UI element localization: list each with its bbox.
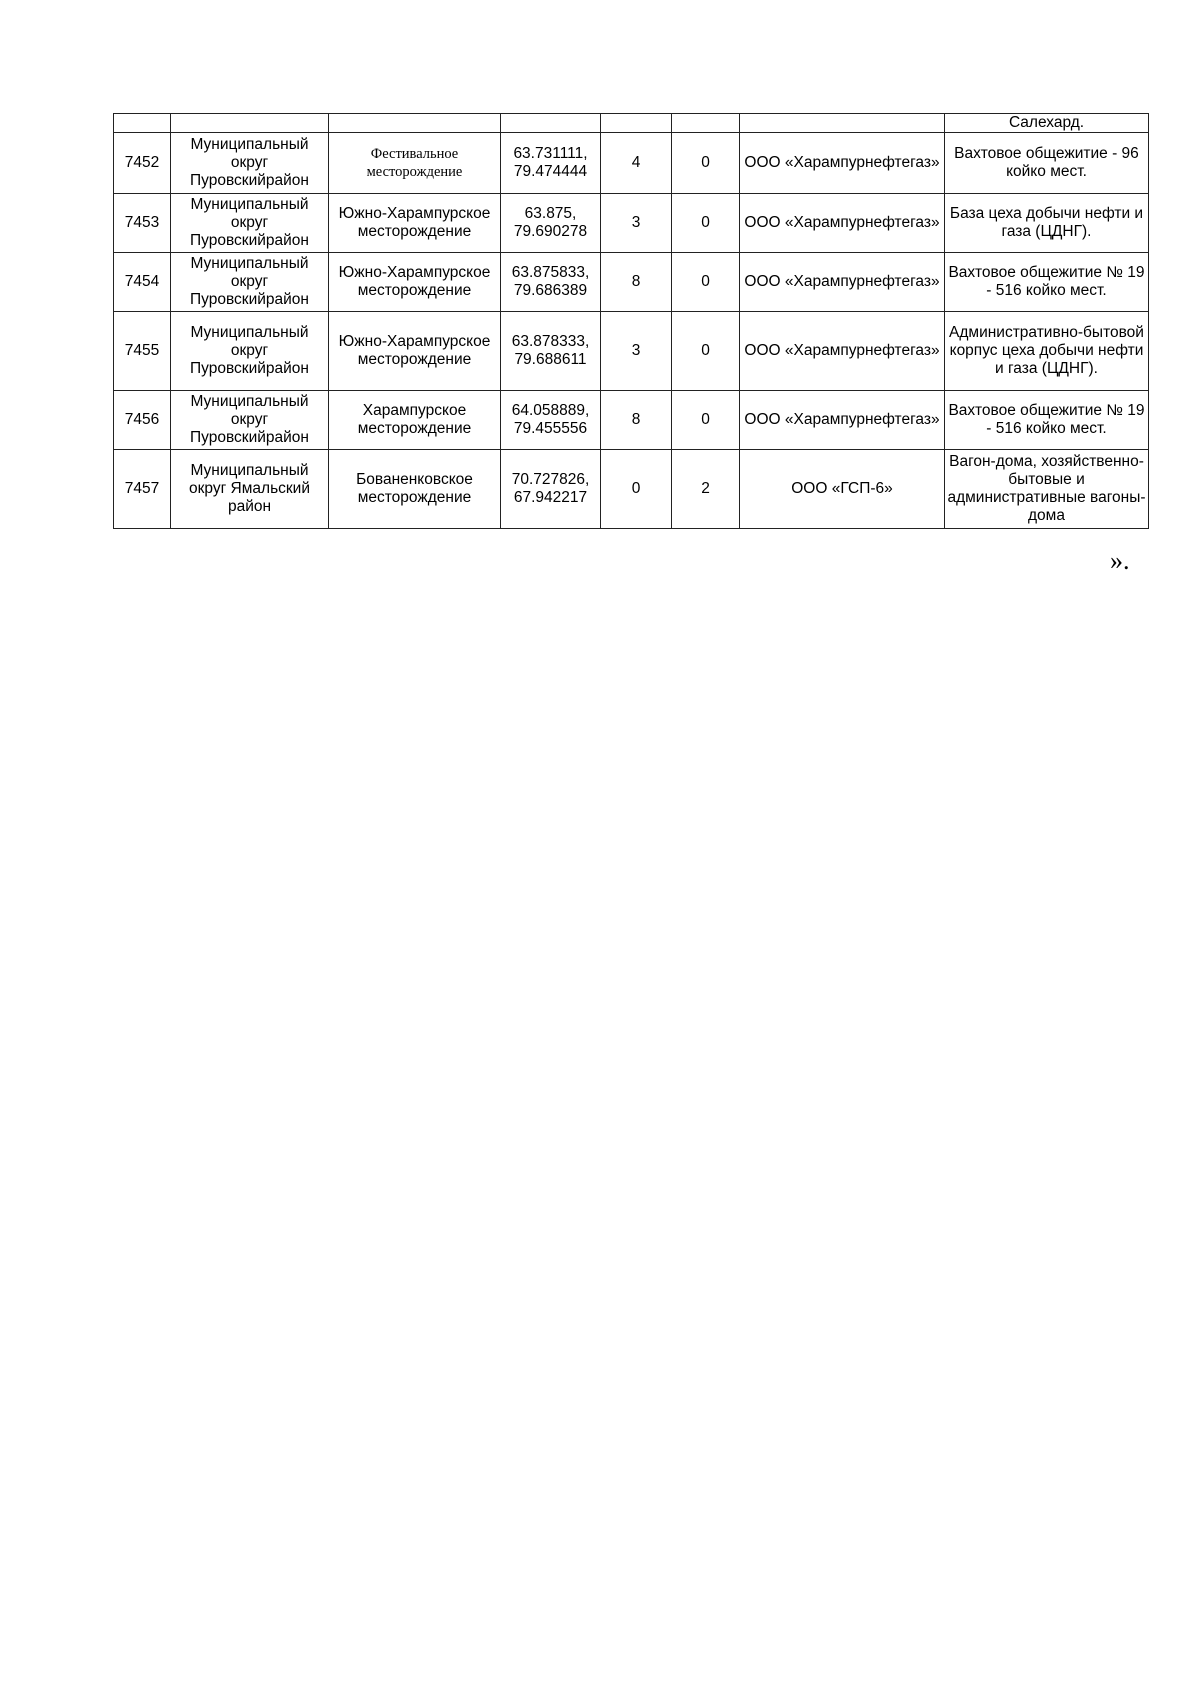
continuation-cell <box>501 114 601 133</box>
row-number-cell: 7454 <box>114 253 171 312</box>
continuation-cell <box>672 114 740 133</box>
continuation-cell <box>114 114 171 133</box>
organization-cell: ООО «ГСП-6» <box>740 450 945 529</box>
coordinates-cell: 70.727826, 67.942217 <box>501 450 601 529</box>
description-cell: Вахтовое общежитие № 19 - 516 койко мест. <box>945 253 1149 312</box>
coordinates-cell: 64.058889, 79.455556 <box>501 391 601 450</box>
location-cell: Харампурское месторождение <box>329 391 501 450</box>
organization-cell: ООО «Харампурнефтегаз» <box>740 194 945 253</box>
continuation-cell <box>171 114 329 133</box>
coordinates-cell: 63.878333, 79.688611 <box>501 312 601 391</box>
table-row <box>114 194 1149 253</box>
count-b-cell: 0 <box>672 253 740 312</box>
municipality-cell: Муниципальный округ Пуровскийрайон <box>171 194 329 253</box>
count-a-cell: 8 <box>601 391 672 450</box>
municipality-cell: Муниципальный округ Ямальский район <box>171 450 329 529</box>
location-cell: Бованенковское месторождение <box>329 450 501 529</box>
coordinates-cell: 63.731111, 79.474444 <box>501 133 601 194</box>
organization-cell: ООО «Харампурнефтегаз» <box>740 312 945 391</box>
table-row <box>114 450 1149 529</box>
count-b-cell: 0 <box>672 312 740 391</box>
description-cell: Административно-бытовой корпус цеха добычи нефти и газа (ЦДНГ). <box>945 312 1149 391</box>
table-row <box>114 391 1149 450</box>
coordinates-cell: 63.875833, 79.686389 <box>501 253 601 312</box>
count-b-cell: 0 <box>672 133 740 194</box>
count-a-cell: 3 <box>601 194 672 253</box>
count-b-cell: 0 <box>672 391 740 450</box>
municipality-cell: Муниципальный округ Пуровскийрайон <box>171 312 329 391</box>
description-cell: Вагон-дома, хозяйственно-бытовые и административные вагоны-дома <box>945 450 1149 529</box>
location-cell: Южно-Харампурское месторождение <box>329 312 501 391</box>
count-a-cell: 0 <box>601 450 672 529</box>
row-number-cell: 7456 <box>114 391 171 450</box>
continuation-cell-city: Салехард. <box>945 114 1149 133</box>
description-cell: Вахтовое общежитие № 19 - 516 койко мест. <box>945 391 1149 450</box>
count-a-cell: 3 <box>601 312 672 391</box>
count-b-cell: 2 <box>672 450 740 529</box>
municipality-cell: Муниципальный округ Пуровскийрайон <box>171 391 329 450</box>
table-row <box>114 133 1149 194</box>
continuation-cell <box>740 114 945 133</box>
count-b-cell: 0 <box>672 194 740 253</box>
location-cell: Южно-Харампурское месторождение <box>329 194 501 253</box>
row-number-cell: 7453 <box>114 194 171 253</box>
continuation-cell <box>329 114 501 133</box>
location-cell: Южно-Харампурское месторождение <box>329 253 501 312</box>
count-a-cell: 8 <box>601 253 672 312</box>
coordinates-cell: 63.875, 79.690278 <box>501 194 601 253</box>
continuation-cell <box>601 114 672 133</box>
organization-cell: ООО «Харампурнефтегаз» <box>740 133 945 194</box>
municipality-cell: Муниципальный округ Пуровскийрайон <box>171 253 329 312</box>
organization-cell: ООО «Харампурнефтегаз» <box>740 253 945 312</box>
count-a-cell: 4 <box>601 133 672 194</box>
description-cell: Вахтовое общежитие - 96 койко мест. <box>945 133 1149 194</box>
table-row <box>114 312 1149 391</box>
closing-quote-mark: ». <box>1110 546 1130 575</box>
registry-table-body <box>114 114 1149 529</box>
row-number-cell: 7452 <box>114 133 171 194</box>
registry-table <box>113 113 1149 529</box>
table-row <box>114 253 1149 312</box>
location-cell: Фестивальное месторождение <box>329 133 501 194</box>
description-cell: База цеха добычи нефти и газа (ЦДНГ). <box>945 194 1149 253</box>
row-number-cell: 7457 <box>114 450 171 529</box>
municipality-cell: Муниципальный округ Пуровскийрайон <box>171 133 329 194</box>
organization-cell: ООО «Харампурнефтегаз» <box>740 391 945 450</box>
continuation-row <box>114 114 1149 133</box>
row-number-cell: 7455 <box>114 312 171 391</box>
